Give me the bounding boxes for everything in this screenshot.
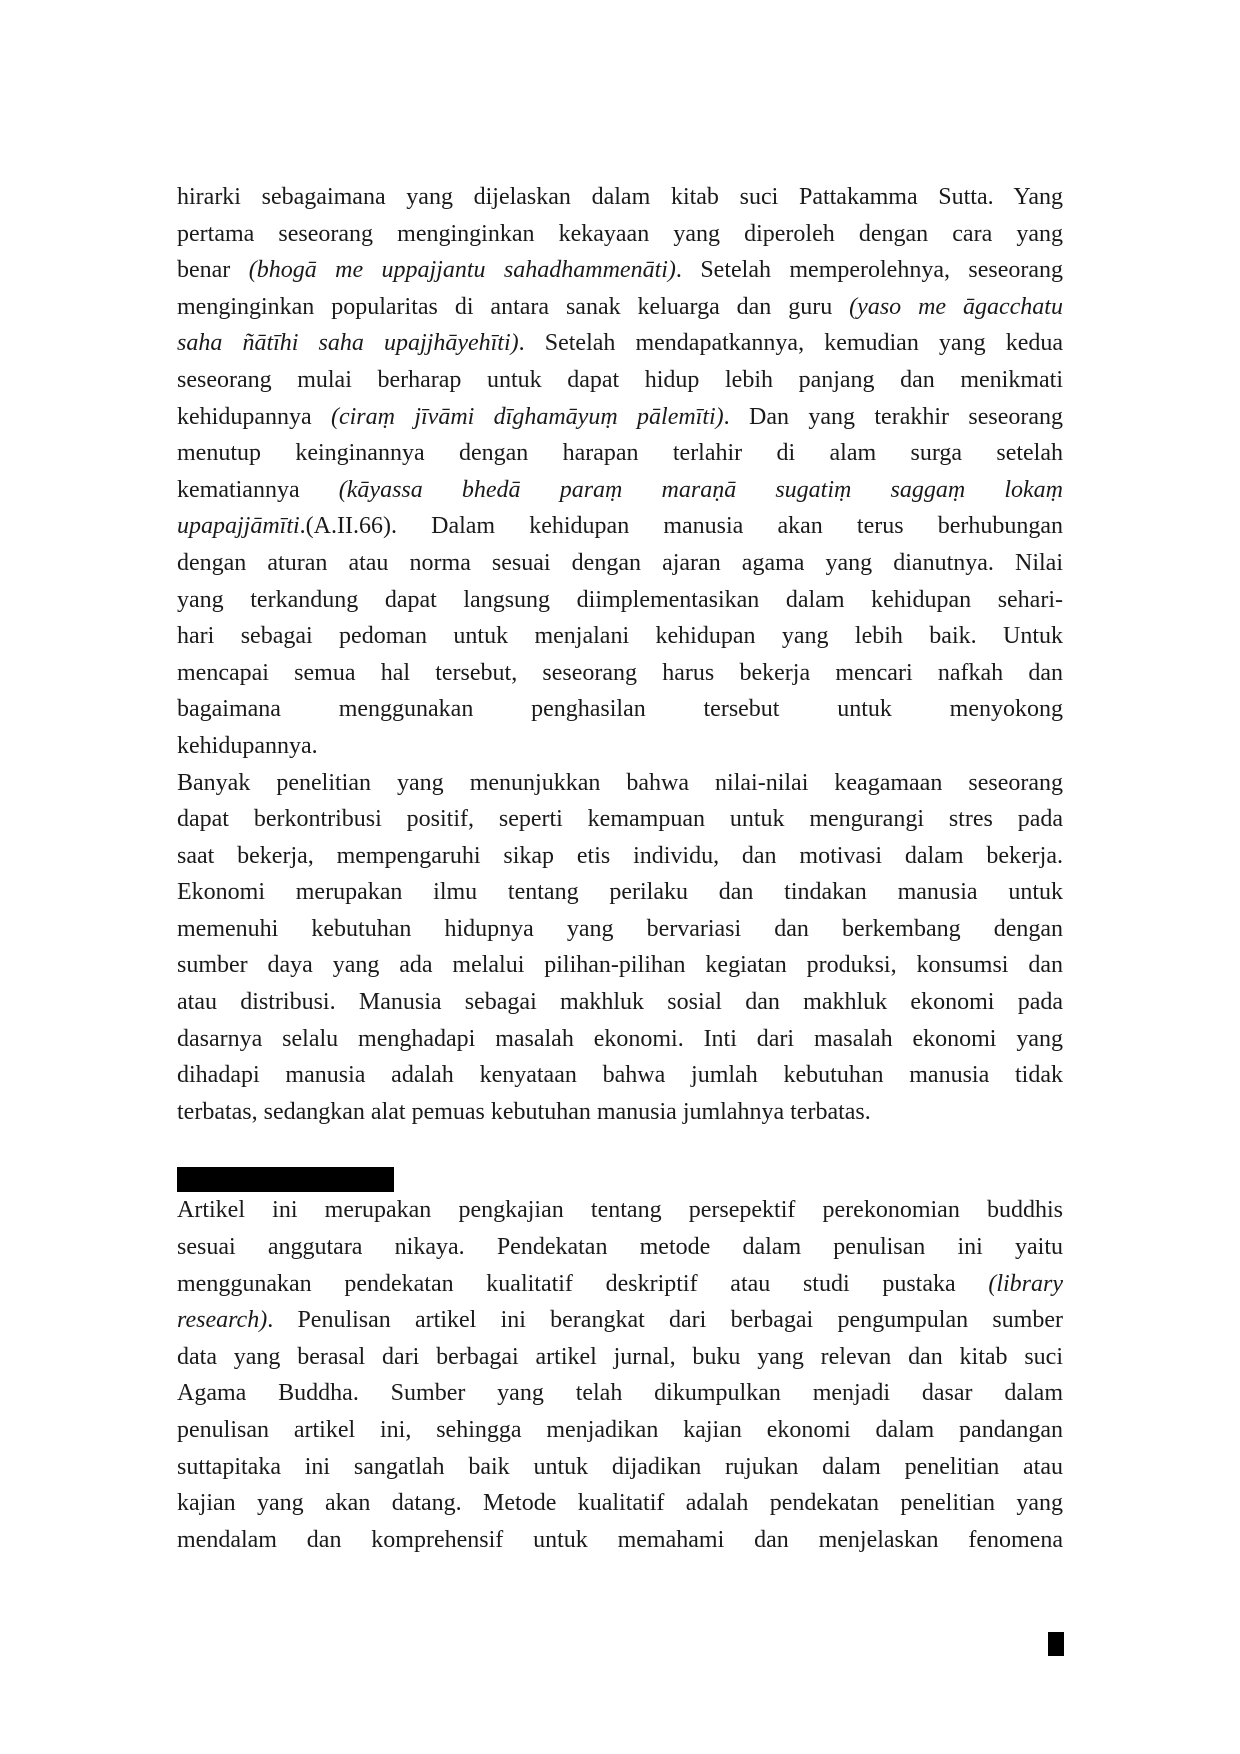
redacted-page-marker xyxy=(1048,1632,1064,1656)
text-run: saat bekerja, mempengaruhi sikap etis individu, dan motivasi dalam bekerja. xyxy=(177,842,1063,869)
text-line xyxy=(177,216,1063,253)
text-line xyxy=(177,911,1063,948)
text-line xyxy=(177,1266,1063,1303)
text-line xyxy=(177,508,1063,545)
text-line xyxy=(177,1375,1063,1412)
pali-italic-run: saha ñātīhi saha upajjhāyehīti) xyxy=(177,330,519,357)
pali-italic-run: (ciraṃ jīvāmi dīghamāyuṃ pālemīti) xyxy=(330,403,724,430)
text-line xyxy=(177,1021,1063,1058)
text-run: kehidupannya. xyxy=(177,732,318,759)
text-line xyxy=(177,252,1063,289)
text-run: terbatas, sedangkan alat pemuas kebutuhan manusia jumlahnya terbatas. xyxy=(177,1098,871,1125)
pali-italic-run: upapajjāmīti xyxy=(177,513,300,540)
text-run: dapat berkontribusi positif, seperti kemampuan untuk mengurangi stres pada xyxy=(177,806,1063,833)
text-run: . Setelah mendapatkannya, kemudian yang kedua xyxy=(518,330,1063,357)
text-run: mencapai semua hal tersebut, seseorang harus bekerja mencari nafkah dan xyxy=(177,659,1063,686)
text-line xyxy=(177,728,1063,765)
text-line xyxy=(177,362,1063,399)
text-line xyxy=(177,1412,1063,1449)
text-line xyxy=(177,582,1063,619)
text-run: atau distribusi. Manusia sebagai makhluk sosial dan makhluk ekonomi pada xyxy=(177,989,1063,1016)
text-line xyxy=(177,801,1063,838)
pali-italic-run: (kāyassa bhedā paraṃ maraṇā sugatiṃ saggaṃ lokaṃ xyxy=(338,476,1063,503)
text-run: memenuhi kebutuhan hidupnya yang bervariasi dan berkembang dengan xyxy=(177,915,1063,942)
pali-italic-run: (library xyxy=(988,1270,1063,1297)
text-line xyxy=(177,947,1063,984)
text-line xyxy=(177,1522,1063,1559)
text-run: yang terkandung dapat langsung diimplementasikan dalam kehidupan sehari- xyxy=(177,586,1063,613)
text-run: sumber daya yang ada melalui pilihan-pilihan kegiatan produksi, konsumsi dan xyxy=(177,952,1063,979)
text-run: .(A.II.66). Dalam kehidupan manusia akan terus berhubungan xyxy=(299,513,1063,540)
text-line xyxy=(177,1449,1063,1486)
text-run: sesuai anggutara nikaya. Pendekatan metode dalam penulisan ini yaitu xyxy=(177,1234,1063,1261)
text-line xyxy=(177,1192,1063,1229)
text-line xyxy=(177,984,1063,1021)
text-run: seseorang mulai berharap untuk dapat hidup lebih panjang dan menikmati xyxy=(177,366,1063,393)
text-run: dasarnya selalu menghadapi masalah ekonomi. Inti dari masalah ekonomi yang xyxy=(177,1025,1063,1052)
text-line xyxy=(177,472,1063,509)
text-line xyxy=(177,545,1063,582)
text-run: menginginkan popularitas di antara sanak keluarga dan guru xyxy=(177,293,850,320)
text-line xyxy=(177,838,1063,875)
body-text xyxy=(177,179,1063,1558)
redacted-heading-bar xyxy=(177,1167,394,1192)
text-run: dengan aturan atau norma sesuai dengan ajaran agama yang dianutnya. Nilai xyxy=(177,549,1063,576)
text-line xyxy=(177,655,1063,692)
pali-italic-run: (bhogā me uppajjantu sahadhammenāti) xyxy=(248,257,676,284)
text-line xyxy=(177,1057,1063,1094)
text-run: mendalam dan komprehensif untuk memahami dan menjelaskan fenomena xyxy=(177,1526,1063,1553)
text-line xyxy=(177,1229,1063,1266)
text-run: data yang berasal dari berbagai artikel jurnal, buku yang relevan dan kitab suci xyxy=(177,1343,1063,1370)
pali-italic-run: research) xyxy=(177,1307,268,1334)
text-line xyxy=(177,435,1063,472)
text-run: Ekonomi merupakan ilmu tentang perilaku dan tindakan manusia untuk xyxy=(177,879,1063,906)
text-run: suttapitaka ini sangatlah baik untuk dijadikan rujukan dalam penelitian atau xyxy=(177,1453,1063,1480)
text-run: bagaimana menggunakan penghasilan tersebut untuk menyokong xyxy=(177,696,1063,723)
text-run: Artikel ini merupakan pengkajian tentang persepektif perekonomian buddhis xyxy=(177,1197,1063,1224)
text-run: benar xyxy=(177,257,249,284)
text-line xyxy=(177,618,1063,655)
text-run: kehidupannya xyxy=(177,403,331,430)
text-run: dihadapi manusia adalah kenyataan bahwa jumlah kebutuhan manusia tidak xyxy=(177,1062,1063,1089)
text-line xyxy=(177,1485,1063,1522)
paragraph-nilai-keagamaan-ekonomi xyxy=(177,765,1063,1131)
text-run: menggunakan pendekatan kualitatif deskriptif atau studi pustaka xyxy=(177,1270,989,1297)
text-line xyxy=(177,179,1063,216)
text-run: Banyak penelitian yang menunjukkan bahwa nilai-nilai keagamaan seseorang xyxy=(177,769,1063,796)
text-line xyxy=(177,1339,1063,1376)
paragraph-pattakamma-sutta xyxy=(177,179,1063,765)
pali-italic-run: (yaso me āgacchatu xyxy=(849,293,1063,320)
text-line xyxy=(177,765,1063,802)
text-run: . Penulisan artikel ini berangkat dari berbagai pengumpulan sumber xyxy=(267,1307,1063,1334)
text-line xyxy=(177,399,1063,436)
text-run: menutup keinginannya dengan harapan terlahir di alam surga setelah xyxy=(177,440,1063,467)
text-run: . Dan yang terakhir seseorang xyxy=(723,403,1063,430)
text-line xyxy=(177,691,1063,728)
text-run: Agama Buddha. Sumber yang telah dikumpulkan menjadi dasar dalam xyxy=(177,1380,1063,1407)
text-run: . Setelah memperolehnya, seseorang xyxy=(675,257,1064,284)
text-line xyxy=(177,325,1063,362)
text-line xyxy=(177,874,1063,911)
paragraph-metode-artikel xyxy=(177,1192,1063,1558)
text-run: pertama seseorang menginginkan kekayaan yang diperoleh dengan cara yang xyxy=(177,220,1063,247)
text-line xyxy=(177,1302,1063,1339)
text-run: hari sebagai pedoman untuk menjalani kehidupan yang lebih baik. Untuk xyxy=(177,623,1063,650)
text-run: penulisan artikel ini, sehingga menjadikan kajian ekonomi dalam pandangan xyxy=(177,1417,1063,1443)
text-line xyxy=(177,289,1063,326)
text-run: hirarki sebagaimana yang dijelaskan dalam kitab suci Pattakamma Sutta. Yang xyxy=(177,184,1063,210)
text-run: kajian yang akan datang. Metode kualitatif adalah pendekatan penelitian yang xyxy=(177,1490,1063,1517)
text-line xyxy=(177,1094,1063,1131)
text-run: kematiannya xyxy=(177,476,339,503)
